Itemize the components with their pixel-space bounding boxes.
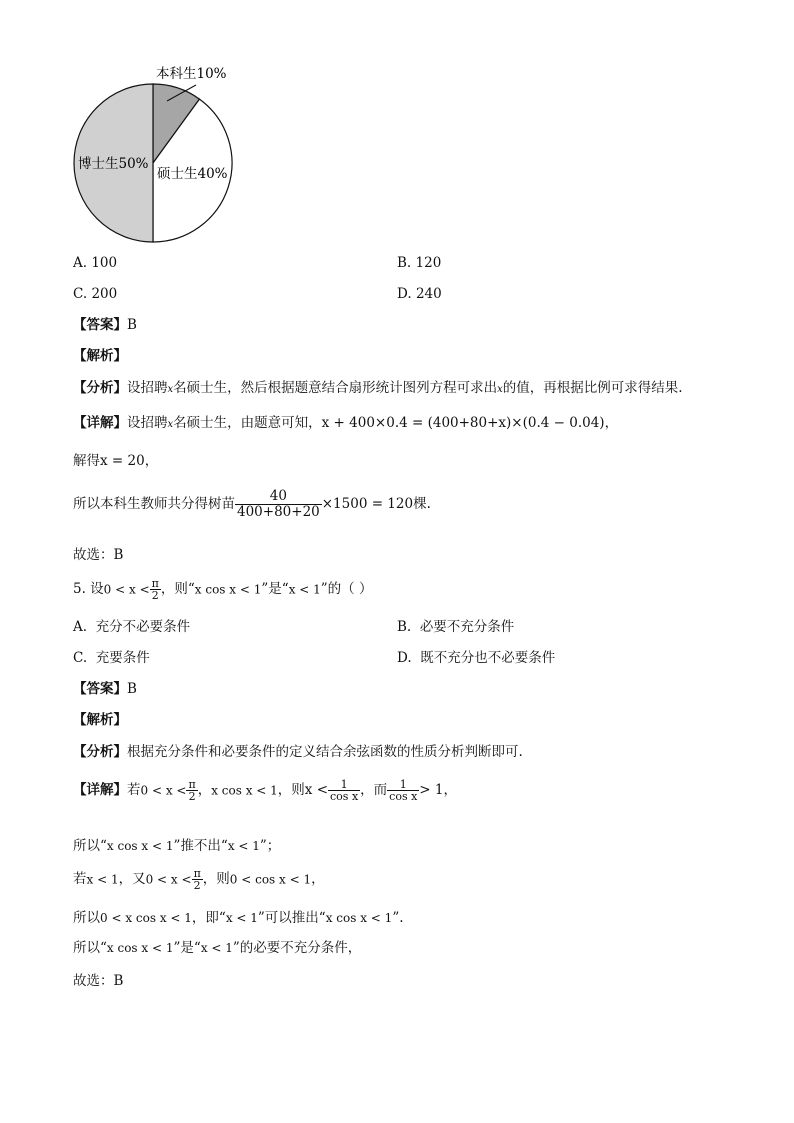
q5-option-c: C. 充要条件 (73, 650, 150, 666)
q5-option-d: D. 既不充分也不必要条件 (397, 650, 556, 666)
q4-solve: 解得x = 20， (73, 453, 159, 469)
q4-detail: 【详解】设招聘x名硕士生，由题意可知，x + 400×0.4 = (400+80+x)×(0.4 − 0.04)， (73, 415, 619, 431)
q4-option-c: C. 200 (73, 286, 118, 302)
q5-line2: 所以“x cos x < 1”推不出“x < 1”； (73, 838, 281, 854)
q5-choose: 故选：B (73, 973, 124, 989)
q4-result: 所以本科生教师共分得树苗 $\frac{40}{400+80+20}$ ×1500 = 120棵. (73, 488, 431, 520)
q5-line4: 所以0 < x cos x < 1，即“x < 1”可以推出“x cos x < 1”. (73, 910, 404, 926)
pie-label-undergrad: 本科生10% (156, 66, 227, 82)
q4-answer: 【答案】B (73, 317, 137, 333)
q5-analysis-heading: 【解析】 (73, 712, 127, 728)
q5-answer: 【答案】B (73, 681, 137, 697)
q4-fenxi: 【分析】设招聘x名硕士生，然后根据题意结合扇形统计图列方程可求出x的值，再根据比例可求得结果. (73, 380, 683, 396)
result-denominator: 400+80+20 (237, 503, 320, 520)
q5-detail: 【详解】若0 < x < $\frac{\pi}{2}$ ，x cos x < 1，则x < $\frac{1}{\text{cos x}}$ ，而 $\frac{1}{\text{cos x}}$ > 1， (73, 778, 457, 803)
q5-option-a: A. 充分不必要条件 (73, 619, 191, 635)
pie-label-phd: 博士生50% (78, 156, 149, 172)
q5-line5: 所以“x cos x < 1”是“x < 1”的必要不充分条件， (73, 940, 362, 956)
q4-option-b: B. 120 (397, 255, 442, 271)
pie-label-master: 硕士生40% (157, 166, 228, 182)
q4-option-a: A. 100 (73, 255, 118, 271)
q5-fenxi: 【分析】根据充分条件和必要条件的定义结合余弦函数的性质分析判断即可. (73, 744, 523, 760)
q5-option-b: B. 必要不充分条件 (397, 619, 515, 635)
pie-chart (0, 0, 794, 260)
result-numerator: 40 (269, 488, 287, 504)
q4-option-d: D. 240 (397, 286, 442, 302)
q5-line3: 若x < 1，又0 < x < $\frac{\pi}{2}$ ，则0 < cos x < 1， (73, 867, 325, 892)
q5-stem: 5. 设0 < x < $\frac{\pi}{2}$ ，则“x cos x < 1”是“x < 1”的（ ） (73, 577, 373, 602)
q4-choose: 故选：B (73, 547, 124, 563)
q4-analysis-heading: 【解析】 (73, 348, 127, 364)
